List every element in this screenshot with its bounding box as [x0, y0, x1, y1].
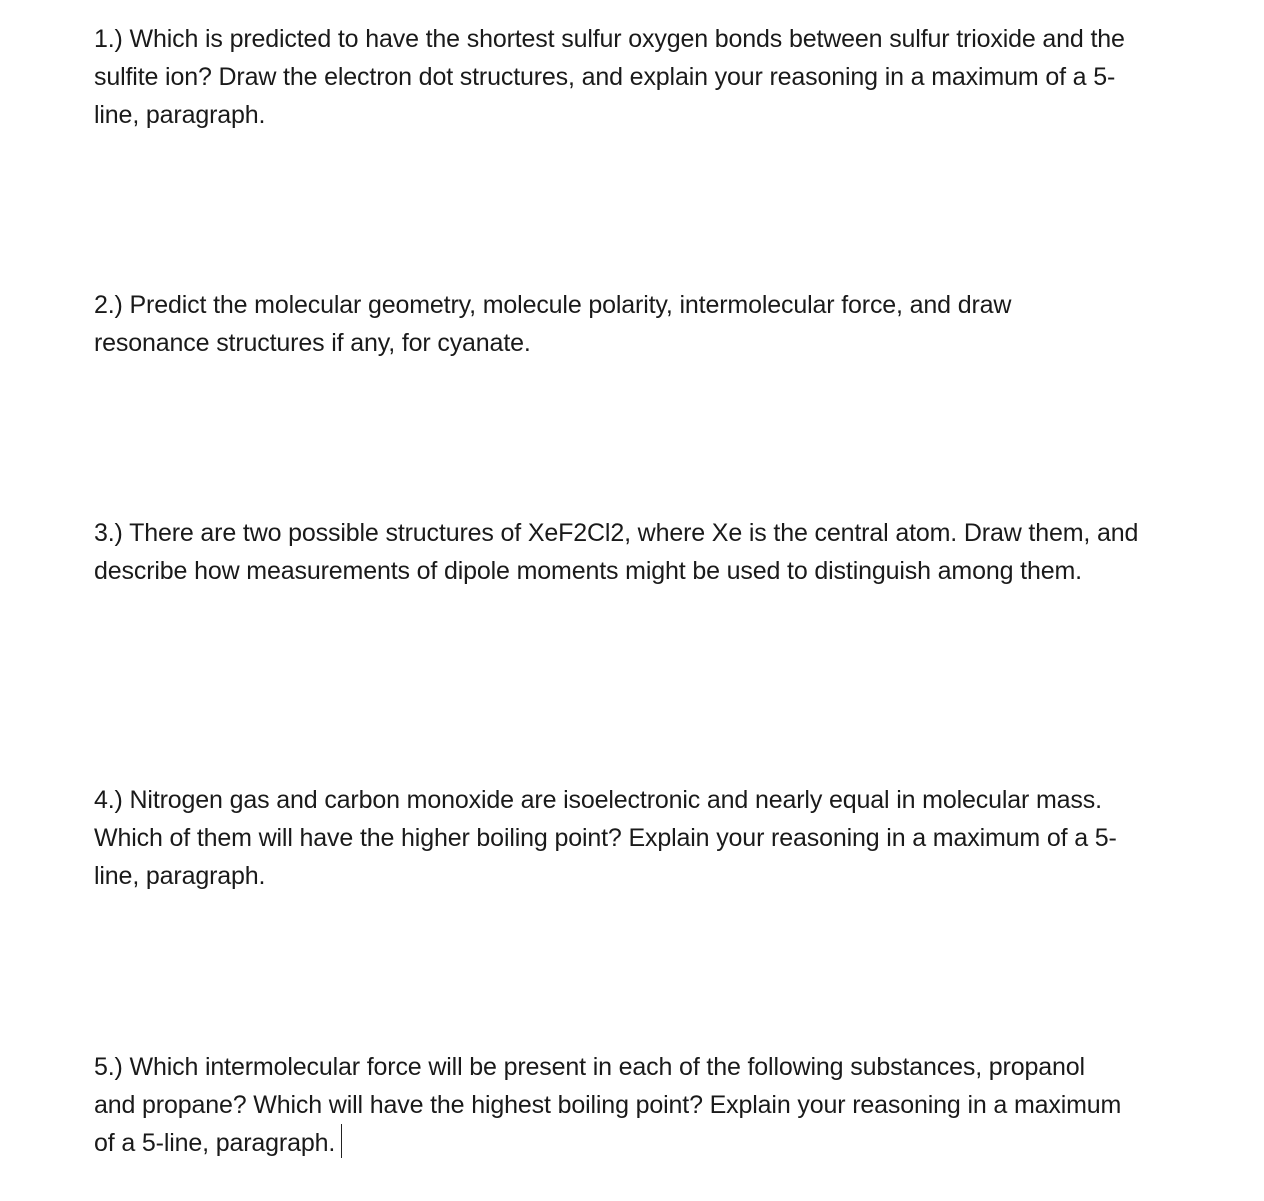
question-5[interactable] [94, 1048, 1234, 1162]
question-1-line-3: line, paragraph. [94, 101, 266, 129]
question-2 [94, 286, 1234, 362]
question-2-line-1: 2.) Predict the molecular geometry, molecule polarity, intermolecular force, and draw [94, 291, 1012, 319]
question-4-line-3: line, paragraph. [94, 862, 266, 890]
question-1-line-2: sulfite ion? Draw the electron dot structures, and explain your reasoning in a maximum of a 5- [94, 63, 1116, 91]
question-1-line-1: 1.) Which is predicted to have the shortest sulfur oxygen bonds between sulfur trioxide and the [94, 25, 1125, 53]
question-5-line-3-wrapper [94, 1124, 1234, 1162]
question-4 [94, 781, 1234, 895]
question-3 [94, 514, 1234, 590]
question-5-line-2: and propane? Which will have the highest boiling point? Explain your reasoning in a maximum [94, 1091, 1122, 1119]
question-3-line-2: describe how measurements of dipole moments might be used to distinguish among them. [94, 557, 1082, 585]
question-1 [94, 20, 1234, 134]
question-4-line-2: Which of them will have the higher boiling point? Explain your reasoning in a maximum of a 5- [94, 824, 1117, 852]
question-5-line-3: of a 5-line, paragraph. [94, 1129, 336, 1157]
question-2-line-2: resonance structures if any, for cyanate. [94, 329, 531, 357]
question-3-line-1: 3.) There are two possible structures of XeF2Cl2, where Xe is the central atom. Draw them, and [94, 519, 1139, 547]
question-4-line-1: 4.) Nitrogen gas and carbon monoxide are isoelectronic and nearly equal in molecular mass. [94, 786, 1102, 814]
text-cursor [341, 1124, 342, 1158]
question-5-line-1: 5.) Which intermolecular force will be present in each of the following substances, propanol [94, 1053, 1085, 1081]
